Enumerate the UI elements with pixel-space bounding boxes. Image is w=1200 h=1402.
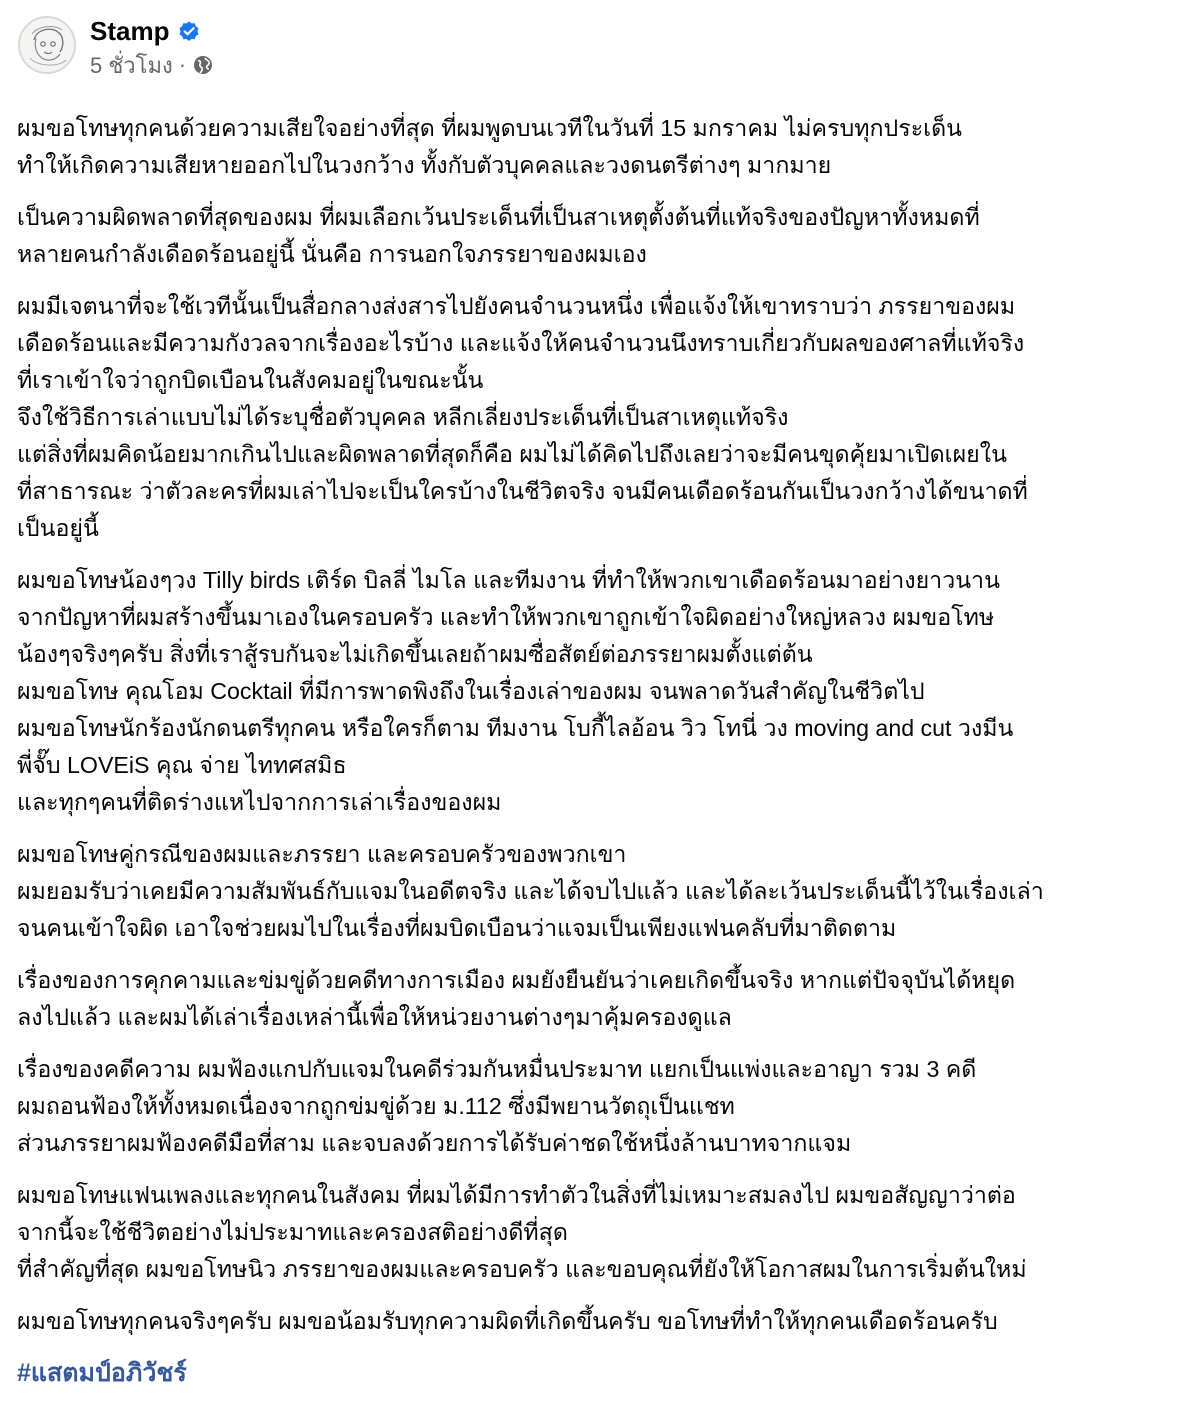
paragraph-line: ผมขอโทษทุกคนจริงๆครับ ผมขอน้อมรับทุกความผิดที่เกิดขึ้นครับ ขอโทษที่ทำให้ทุกคนเดือดร้อนครับ xyxy=(17,1308,998,1334)
paragraph-line: เป็นอยู่นี้ xyxy=(17,515,99,541)
paragraph-line: ผมขอโทษน้องๆวง Tilly birds เติร์ด บิลลี่ ไมโล และทีมงาน ที่ทำให้พวกเขาเดือดร้อนมาอย่างยาวนาน xyxy=(17,567,1000,593)
paragraph-line: ผมขอโทษ คุณโอม Cocktail ที่มีการพาดพิงถึงในเรื่องเล่าของผม จนพลาดวันสำคัญในชีวิตไป xyxy=(17,678,925,704)
header-text xyxy=(90,14,214,82)
paragraph-line: เดือดร้อนและมีความกังวลจากเรื่องอะไรบ้าง และแจ้งให้คนจำนวนนึงทราบเกี่ยวกับผลของศาลที่แท้จริง xyxy=(17,330,1025,356)
post-paragraph xyxy=(17,110,1187,184)
paragraph-line: ผมขอโทษนักร้องนักดนตรีทุกคน หรือใครก็ตาม ทีมงาน โบกี้ไลอ้อน วิว โทนี่ วง moving and cut วงมีน xyxy=(17,715,1014,741)
post-paragraph xyxy=(17,836,1187,947)
author-name[interactable]: Stamp xyxy=(90,15,170,46)
paragraph-line: เรื่องของการคุกคามและข่มขู่ด้วยคดีทางการเมือง ผมยังยืนยันว่าเคยเกิดขึ้นจริง หากแต่ปัจจุบันได้หยุด xyxy=(17,967,1016,993)
paragraph-line: ผมขอโทษทุกคนด้วยความเสียใจอย่างที่สุด ที่ผมพูดบนเวทีในวันที่ 15 มกราคม ไม่ครบทุกประเด็น xyxy=(17,115,962,141)
paragraph-line: ที่สำคัญที่สุด ผมขอโทษนิว ภรรยาของผมและครอบครัว และขอบคุณที่ยังให้โอกาสผมในการเริ่มต้นใหม่ xyxy=(17,1256,1027,1282)
paragraph-line: แต่สิ่งที่ผมคิดน้อยมากเกินไปและผิดพลาดที่สุดก็คือ ผมไม่ได้คิดไปถึงเลยว่าจะมีคนขุดคุ้ยมาเปิดเผยใน xyxy=(17,441,1007,467)
paragraph-line: เรื่องของคดีความ ผมฟ้องแกปกับแจมในคดีร่วมกันหมื่นประมาท แยกเป็นแพ่งและอาญา รวม 3 คดี xyxy=(17,1056,977,1082)
post-body xyxy=(17,110,1187,1392)
paragraph-line: ผมขอโทษแฟนเพลงและทุกคนในสังคม ที่ผมได้มีการทำตัวในสิ่งที่ไม่เหมาะสมลงไป ผมขอสัญญาว่าต่อ xyxy=(17,1182,1016,1208)
paragraph-line: จึงใช้วิธีการเล่าแบบไม่ได้ระบุชื่อตัวบุคคล หลีกเลี่ยงประเด็นที่เป็นสาเหตุแท้จริง xyxy=(17,404,789,430)
globe-icon[interactable] xyxy=(192,54,214,76)
paragraph-line: จนคนเข้าใจผิด เอาใจช่วยผมไปในเรื่องที่ผมบิดเบือนว่าแจมเป็นเพียงแฟนคลับที่มาติดตาม xyxy=(17,915,897,941)
meta-separator: · xyxy=(178,52,187,77)
paragraph-line: ส่วนภรรยาผมฟ้องคดีมือที่สาม และจบลงด้วยการได้รับค่าชดใช้หนึ่งล้านบาทจากแจม xyxy=(17,1130,852,1156)
paragraph-line: ลงไปแล้ว และผมได้เล่าเรื่องเหล่านี้เพื่อให้หน่วยงานต่างๆมาคุ้มครองดูแล xyxy=(17,1004,732,1030)
paragraph-line: พี่จั๊บ LOVEiS คุณ จ่าย ไททศสมิธ xyxy=(17,752,347,778)
post-time[interactable]: 5 ชั่วโมง xyxy=(90,52,173,78)
paragraph-line: ที่เราเข้าใจว่าถูกบิดเบือนในสังคมอยู่ในขณะนั้น xyxy=(17,367,484,393)
paragraph-line: หลายคนกำลังเดือดร้อนอยู่นี้ นั่นคือ การนอกใจภรรยาของผมเอง xyxy=(17,241,647,267)
post-paragraph xyxy=(17,199,1187,273)
paragraph-line: จากนี้จะใช้ชีวิตอย่างไม่ประมาทและครองสติอย่างดีที่สุด xyxy=(17,1219,568,1245)
post-paragraph xyxy=(17,962,1187,1036)
post-header xyxy=(18,14,214,80)
author-avatar[interactable] xyxy=(18,16,76,74)
post-paragraph xyxy=(17,288,1187,547)
paragraph-line: ผมมีเจตนาที่จะใช้เวทีนั้นเป็นสื่อกลางส่งสารไปยังคนจำนวนหนึ่ง เพื่อแจ้งให้เขาทราบว่า ภรรยาของผม xyxy=(17,293,1016,319)
post-paragraph xyxy=(17,1177,1187,1288)
name-row xyxy=(90,14,214,48)
hashtag-link[interactable]: #แสตมป์อภิวัชร์ xyxy=(17,1359,187,1387)
paragraph-line: ผมถอนฟ้องให้ทั้งหมดเนื่องจากถูกข่มขู่ด้วย ม.112 ซึ่งมีพยานวัตถุเป็นแชท xyxy=(17,1093,735,1119)
paragraph-line: ผมขอโทษคู่กรณีของผมและภรรยา และครอบครัวของพวกเขา xyxy=(17,841,627,867)
post-paragraph xyxy=(17,1051,1187,1162)
paragraph-line: ทำให้เกิดความเสียหายออกไปในวงกว้าง ทั้งกับตัวบุคคลและวงดนตรีต่างๆ มากมาย xyxy=(17,152,832,178)
post-paragraph xyxy=(17,1303,1187,1340)
paragraph-line: ผมยอมรับว่าเคยมีความสัมพันธ์กับแจมในอดีตจริง และได้จบไปแล้ว และได้ละเว้นประเด็นนี้ไว้ในเรื่องเล่า xyxy=(17,878,1044,904)
paragraph-line: เป็นความผิดพลาดที่สุดของผม ที่ผมเลือกเว้นประเด็นที่เป็นสาเหตุตั้งต้นที่แท้จริงของปัญหาทั้งหมดที่ xyxy=(17,204,980,230)
paragraph-line: น้องๆจริงๆครับ สิ่งที่เราสู้รบกันจะไม่เกิดขึ้นเลยถ้าผมซื่อสัตย์ต่อภรรยาผมตั้งแต่ต้น xyxy=(17,641,813,667)
paragraph-line: ที่สาธารณะ ว่าตัวละครที่ผมเล่าไปจะเป็นใครบ้างในชีวิตจริง จนมีคนเดือดร้อนกันเป็นวงกว้างได้ขนาดที่ xyxy=(17,478,1028,504)
post-meta xyxy=(90,48,214,82)
post-paragraph xyxy=(17,562,1187,821)
paragraph-line: จากปัญหาที่ผมสร้างขึ้นมาเองในครอบครัว และทำให้พวกเขาถูกเข้าใจผิดอย่างใหญ่หลวง ผมขอโทษ xyxy=(17,604,995,630)
avatar-sketch-icon xyxy=(20,18,74,72)
paragraph-line: และทุกๆคนที่ติดร่างแหไปจากการเล่าเรื่องของผม xyxy=(17,789,502,815)
verified-badge-icon xyxy=(177,19,201,43)
